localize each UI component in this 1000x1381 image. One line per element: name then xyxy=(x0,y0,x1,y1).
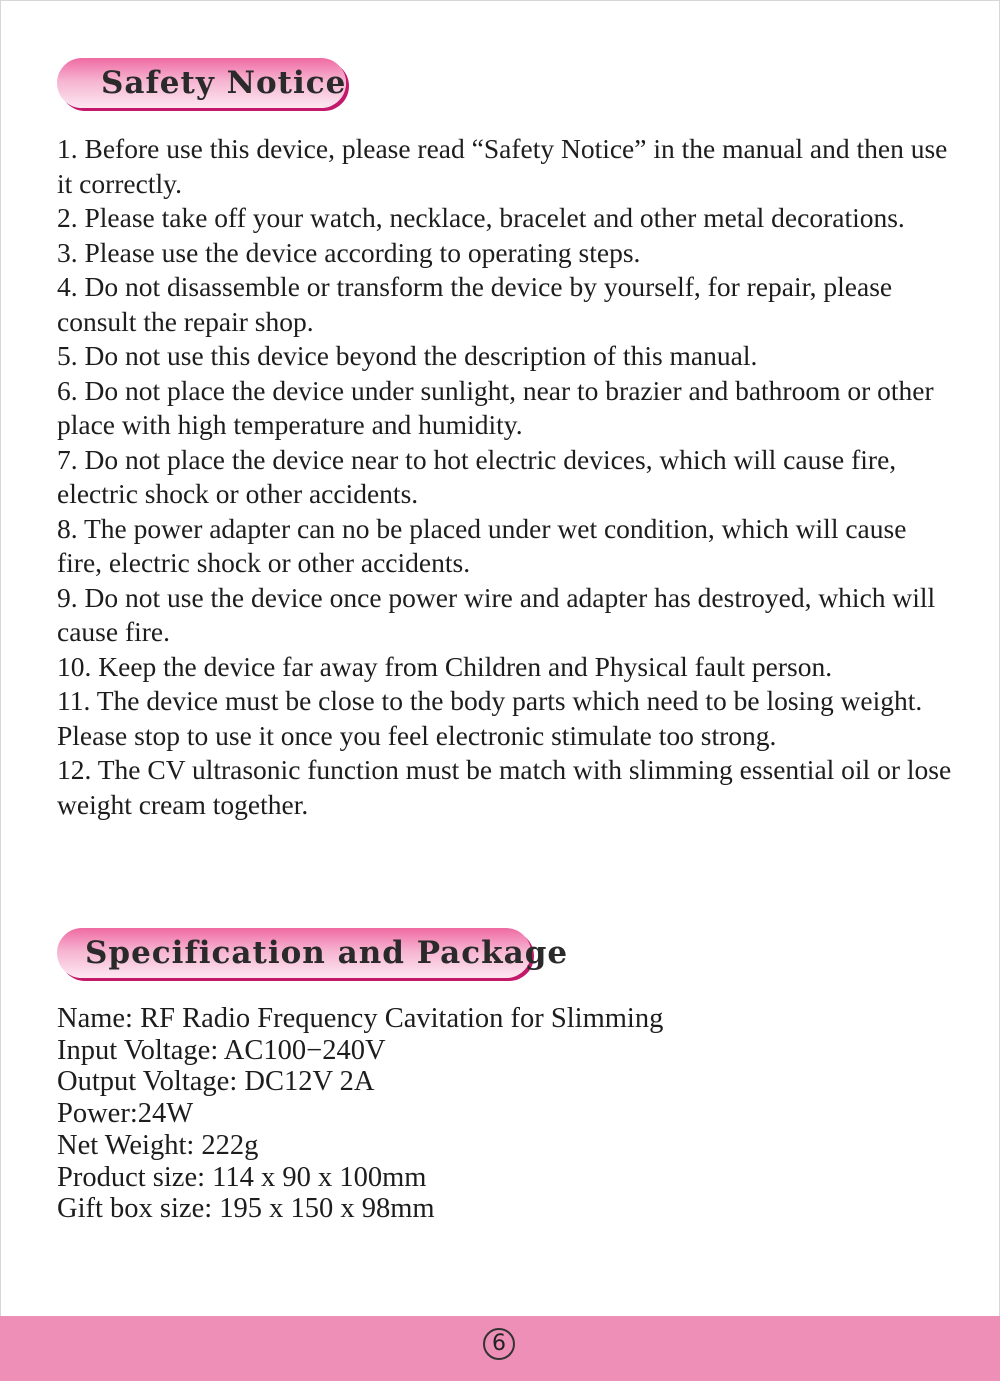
spec-product-size: Product size: 114 x 90 x 100mm xyxy=(57,1161,427,1193)
safety-item-10: 10. Keep the device far away from Children and Physical fault person. xyxy=(57,650,833,682)
safety-item-2: 2. Please take off your watch, necklace, bracelet and other metal decorations. xyxy=(57,202,905,233)
safety-item-4: 4. Do not disassemble or transform the device by yourself, for repair, please consult the repair shop. xyxy=(57,271,893,337)
safety-item-11: 11. The device must be close to the body parts which need to be losing weight. Please stop to use it once you feel electronic stimulate too strong. xyxy=(57,685,923,751)
specification-title: Specification and Package xyxy=(85,935,569,971)
safety-notice-heading xyxy=(57,58,346,108)
footer-band xyxy=(0,1316,1000,1381)
safety-notice-list xyxy=(57,132,957,822)
spec-name: Name: RF Radio Frequency Cavitation for Slimming xyxy=(57,1003,664,1034)
safety-item-8: 8. The power adapter can no be placed under wet condition, which will cause fire, electric shock or other accidents. xyxy=(57,512,907,578)
spec-gift-box-size: Gift box size: 195 x 150 x 98mm xyxy=(57,1193,435,1225)
spec-power: Power:24W xyxy=(57,1098,194,1130)
safety-item-3: 3. Please use the device according to operating steps. xyxy=(57,236,641,268)
safety-item-5: 5. Do not use this device beyond the description of this manual. xyxy=(57,340,758,371)
specification-list xyxy=(57,1003,957,1225)
spec-input-voltage: Input Voltage: AC100−240V xyxy=(57,1034,386,1066)
spec-output-voltage: Output Voltage: DC12V 2A xyxy=(57,1066,375,1098)
page-number: 6 xyxy=(483,1328,515,1360)
spec-net-weight: Net Weight: 222g xyxy=(57,1129,259,1161)
safety-item-6: 6. Do not place the device under sunlight, near to brazier and bathroom or other place with high temperature and humidity. xyxy=(57,374,934,440)
safety-item-9: 9. Do not use the device once power wire and adapter has destroyed, which will cause fire. xyxy=(57,581,936,647)
safety-notice-title: Safety Notice xyxy=(101,65,347,101)
specification-heading xyxy=(57,928,569,978)
safety-item-1: 1. Before use this device, please read “Safety Notice” in the manual and then use it correctly. xyxy=(57,133,948,199)
safety-item-7: 7. Do not place the device near to hot electric devices, which will cause fire, electric shock or other accidents. xyxy=(57,443,897,509)
safety-item-12: 12. The CV ultrasonic function must be match with slimming essential oil or lose weight cream together. xyxy=(57,754,952,820)
